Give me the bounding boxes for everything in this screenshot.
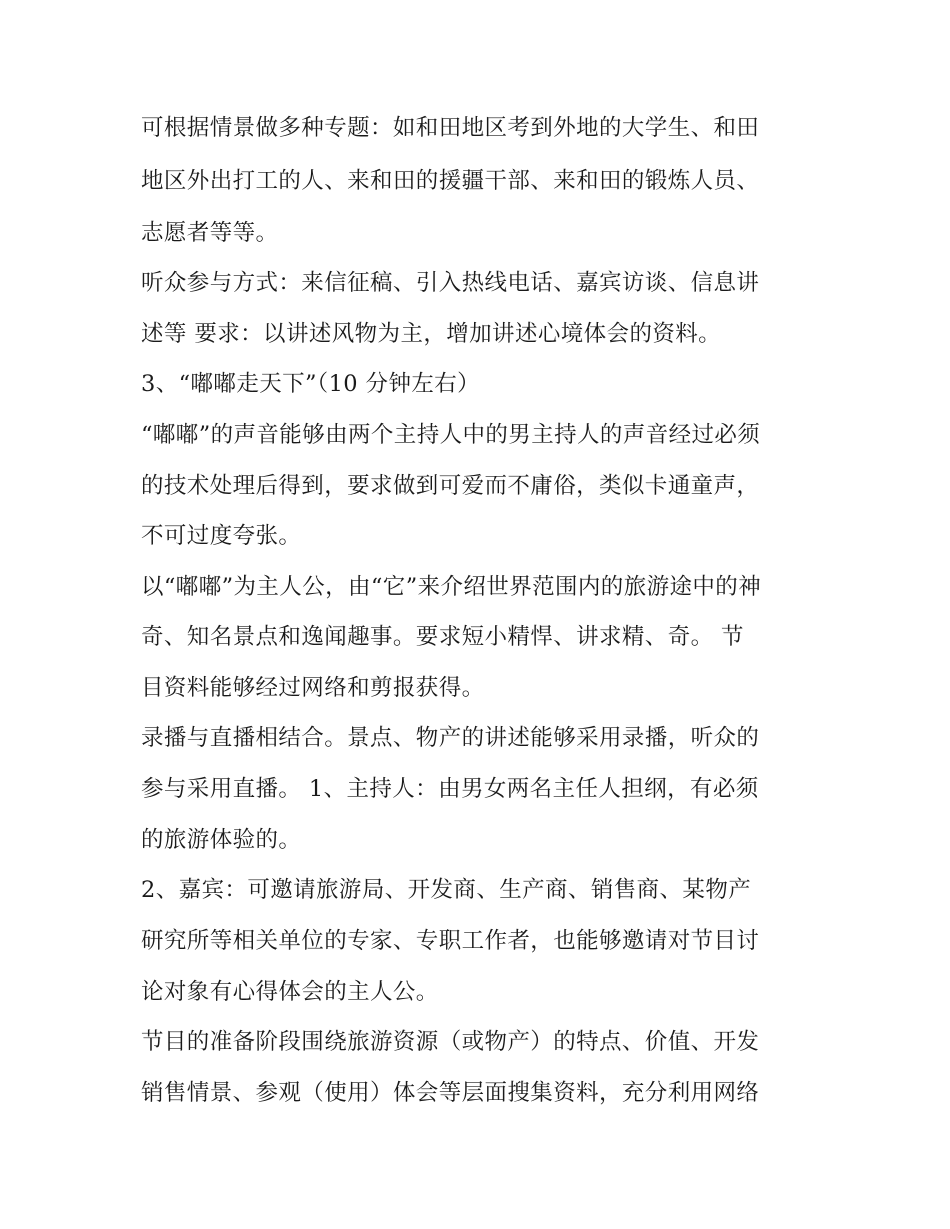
text-line: 可根据情景做多种专题：如和田地区考到外地的大学生、和田: [141, 115, 760, 141]
text-line: 参与采用直播。 1、主持人：由男女两名主任人担纲，有必须: [141, 776, 759, 802]
text-line: 的技术处理后得到，要求做到可爱而不庸俗，类似卡通童声，: [141, 473, 760, 499]
text-line: 销售情景、参观（使用）体会等层面搜集资料，充分利用网络: [141, 1080, 760, 1106]
text-line: 听众参与方式：来信征稿、引入热线电话、嘉宾访谈、信息讲: [141, 270, 760, 296]
text-line: 2、嘉宾：可邀请旅游局、开发商、生产商、销售商、某物产: [141, 877, 752, 903]
text-line: 奇、知名景点和逸闻趣事。要求短小精悍、讲求精、奇。 节: [141, 624, 744, 650]
text-line: 录播与直播相结合。景点、物产的讲述能够采用录播，听众的: [141, 725, 760, 751]
text-line: 论对象有心得体会的主人公。: [141, 979, 439, 1005]
text-line: 节目的准备阶段围绕旅游资源（或物产）的特点、价值、开发: [141, 1029, 760, 1055]
text-line: 目资料能够经过网络和剪报获得。: [141, 675, 485, 701]
text-line: 不可过度夸张。: [141, 523, 302, 549]
section-heading: 3、“嘟嘟走天下”（10 分钟左右）: [141, 371, 481, 397]
text-line: “嘟嘟”的声音能够由两个主持人中的男主持人的声音经过必须: [141, 422, 761, 448]
text-line: 的旅游体验的。: [141, 827, 302, 853]
text-line: 以“嘟嘟”为主人公，由“它”来介绍世界范围内的旅游途中的神: [141, 574, 762, 600]
text-line: 述等 要求：以讲述风物为主，增加讲述心境体会的资料。: [141, 321, 722, 347]
text-line: 志愿者等等。: [141, 220, 279, 246]
text-line: 地区外出打工的人、来和田的援疆干部、来和田的锻炼人员、: [141, 168, 760, 194]
text-line: 研究所等相关单位的专家、专职工作者，也能够邀请对节目讨: [141, 928, 760, 954]
